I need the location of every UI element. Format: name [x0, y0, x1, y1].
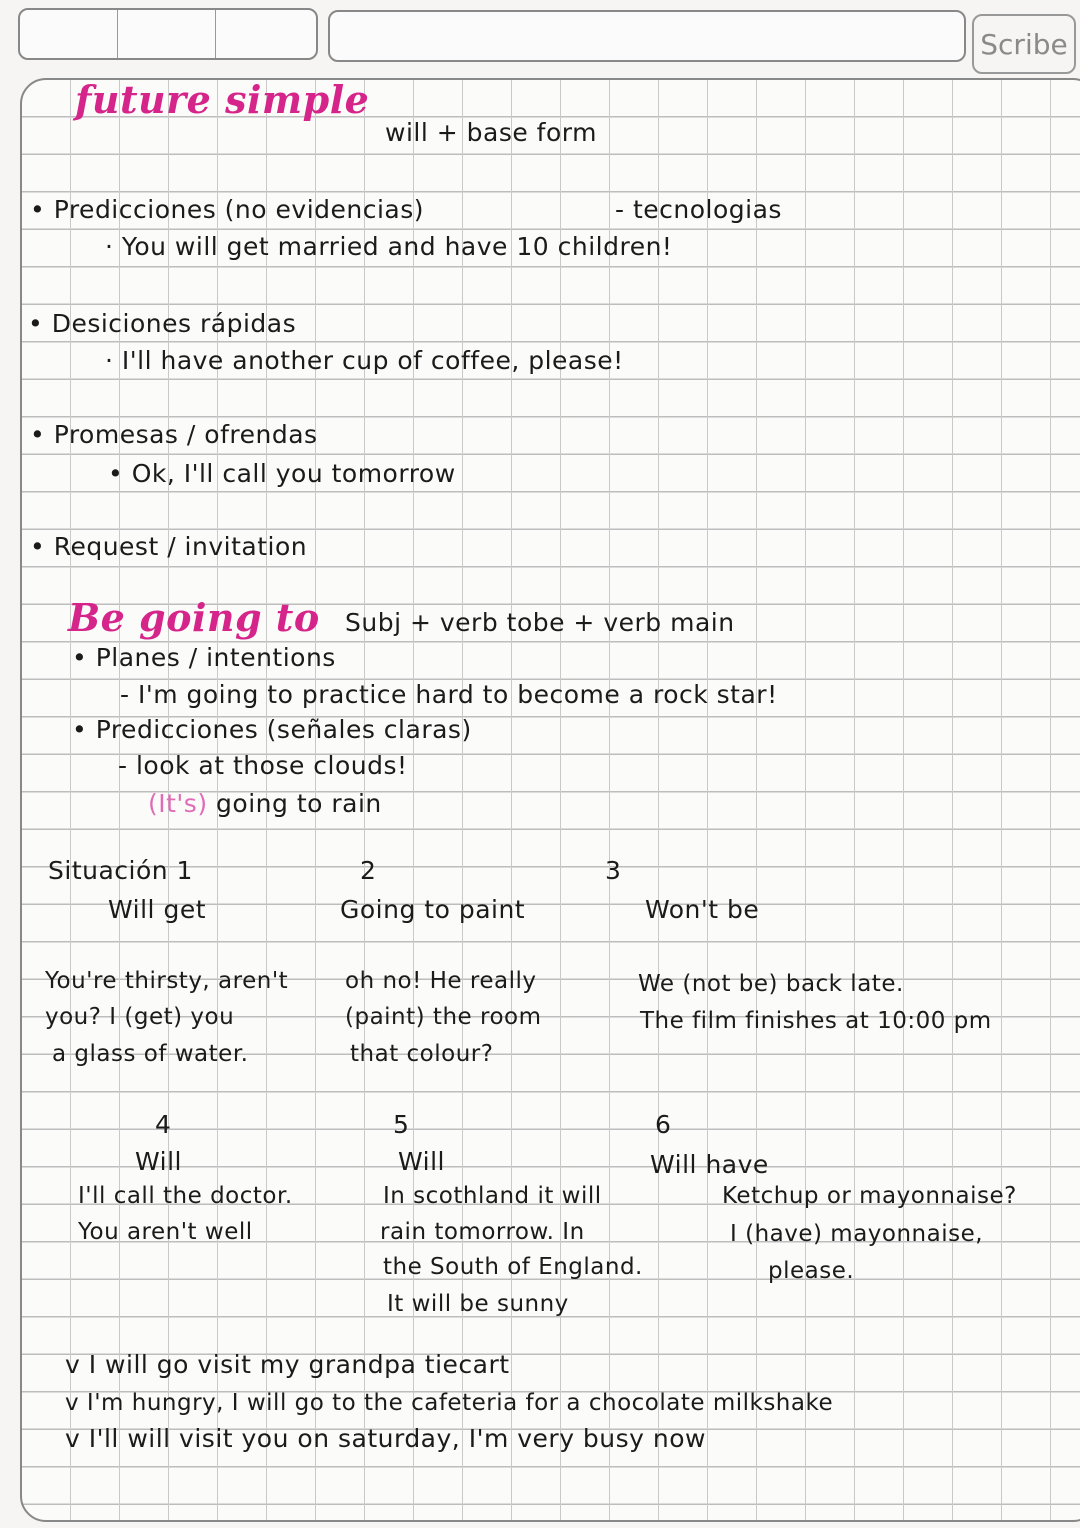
situation-number: 6: [655, 1110, 672, 1139]
use-example: · You will get married and have 10 children!: [105, 232, 673, 261]
situations-heading: Situación 1: [48, 856, 193, 885]
header-divider: [117, 10, 118, 58]
situation-answer: Going to paint: [340, 895, 526, 924]
use-label: • Desiciones rápidas: [28, 309, 297, 338]
use-example: · I'll have another cup of coffee, please!: [105, 346, 624, 375]
header-divider: [215, 10, 216, 58]
situation-line: Ketchup or mayonnaise?: [722, 1183, 1017, 1209]
situation-line: (paint) the room: [345, 1004, 542, 1030]
use-label: • Planes / intentions: [72, 643, 336, 672]
situation-number: 3: [605, 856, 622, 885]
formula: Subj + verb tobe + verb main: [345, 608, 735, 637]
situation-line: oh no! He really: [345, 968, 537, 994]
header-box-left: [18, 8, 318, 60]
situation-line: that colour?: [350, 1041, 494, 1067]
use-note: - tecnologias: [615, 195, 782, 224]
use-label: • Predicciones (señales claras): [72, 715, 472, 744]
example-sentence: v I'm hungry, I will go to the cafeteria for a chocolate milkshake: [65, 1390, 834, 1416]
example-text: going to rain: [216, 789, 382, 818]
example-sentence: v I'll will visit you on saturday, I'm very busy now: [65, 1424, 707, 1453]
use-example: - look at those clouds!: [118, 751, 408, 780]
scribe-logo: Scribe: [972, 14, 1076, 74]
situation-number: 2: [360, 856, 377, 885]
situation-line: In scothland it will: [383, 1183, 602, 1209]
section-title-future-simple: future simple: [75, 77, 370, 122]
example-sentence: v I will go visit my grandpa tiecart: [65, 1350, 510, 1379]
formula: will + base form: [385, 118, 597, 147]
situation-line: the South of England.: [383, 1254, 643, 1280]
situation-answer: Will get: [108, 895, 207, 924]
header-box-right: [328, 10, 966, 62]
situation-answer: Will: [135, 1147, 183, 1176]
situation-answer: Will have: [650, 1150, 769, 1179]
situation-line: a glass of water.: [52, 1041, 249, 1067]
use-example: - I'm going to practice hard to become a rock star!: [120, 680, 778, 709]
use-label: • Predicciones (no evidencias): [30, 195, 425, 224]
use-example: • Ok, I'll call you tomorrow: [108, 459, 456, 488]
situation-line: It will be sunny: [387, 1291, 569, 1317]
situation-line: I'll call the doctor.: [78, 1183, 293, 1209]
situation-line: I (have) mayonnaise,: [730, 1221, 984, 1247]
situation-answer: Won't be: [645, 895, 760, 924]
situation-line: you? I (get) you: [45, 1004, 235, 1030]
situation-line: We (not be) back late.: [638, 971, 904, 997]
situation-line: You aren't well: [78, 1219, 253, 1245]
section-title-be-going-to: Be going to: [68, 595, 320, 640]
use-label: • Promesas / ofrendas: [30, 420, 318, 449]
situation-line: rain tomorrow. In: [380, 1219, 585, 1245]
situation-line: The film finishes at 10:00 pm: [640, 1008, 992, 1034]
situation-number: 5: [393, 1110, 410, 1139]
correction-mark: (It's): [148, 789, 208, 818]
situation-line: You're thirsty, aren't: [45, 968, 289, 994]
situation-line: please.: [768, 1258, 855, 1284]
situation-number: 4: [155, 1110, 172, 1139]
situation-answer: Will: [398, 1147, 446, 1176]
use-label: • Request / invitation: [30, 532, 308, 561]
use-example-2: [148, 789, 382, 819]
